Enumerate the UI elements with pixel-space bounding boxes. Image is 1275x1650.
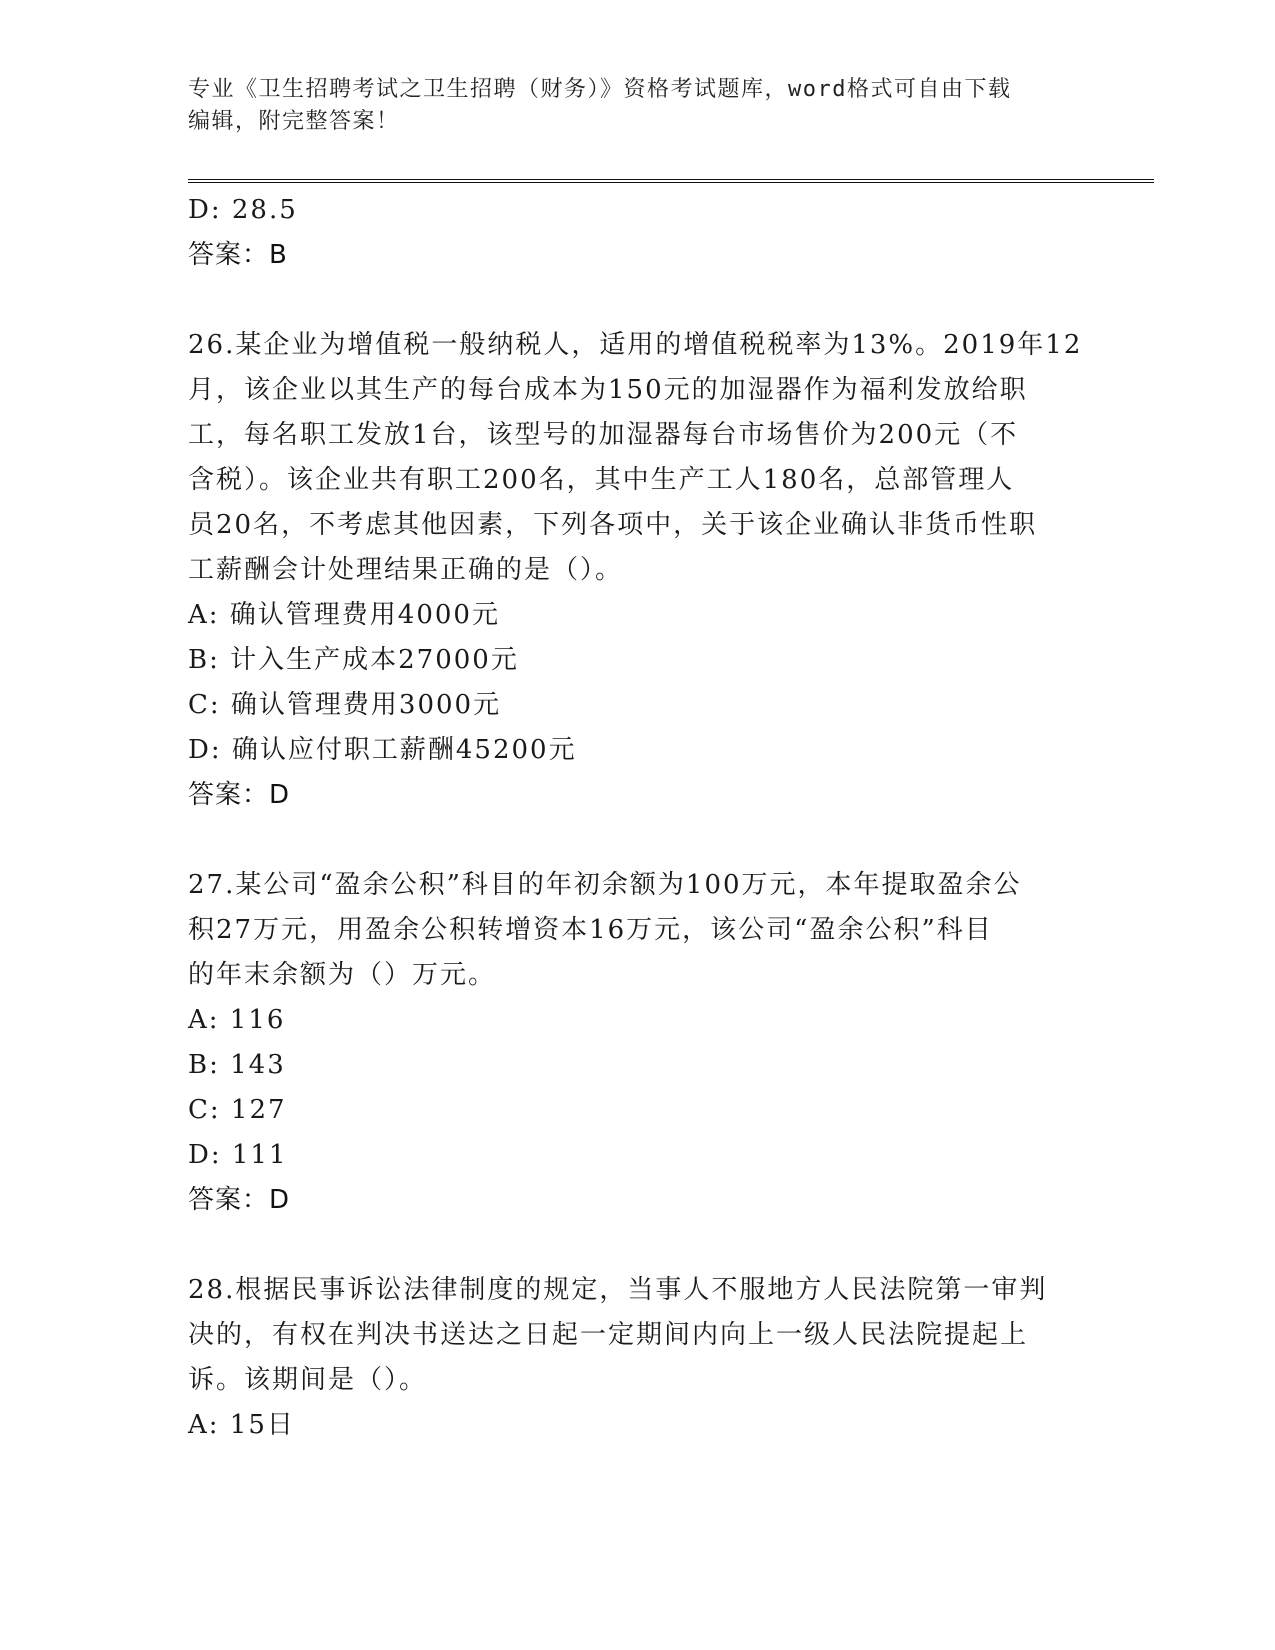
question-line: 28.根据民事诉讼法律制度的规定，当事人不服地方人民法院第一审判 [188,1275,1048,1305]
header-divider [188,179,1154,183]
option-d: D: 28.5 [188,195,298,225]
option-a: A: 15日 [188,1410,295,1440]
question-26 [188,323,1088,818]
question-line: 工，每名职工发放1台，该型号的加湿器每台市场售价为200元（不 [188,420,1019,450]
document-body [188,188,1088,1448]
option-b: B: 计入生产成本27000元 [188,645,519,675]
question-line: 月，该企业以其生产的每台成本为150元的加湿器作为福利发放给职 [188,375,1028,405]
question-line: 积27万元，用盈余公积转增资本16万元，该公司“盈余公积”科目 [188,915,993,945]
question-text [188,1268,1088,1403]
option-d: D: 确认应付职工薪酬45200元 [188,735,577,765]
answer-label: 答案：D [188,780,291,810]
question-line: 27.某公司“盈余公积”科目的年初余额为100万元，本年提取盈余公 [188,870,1022,900]
answer-label: 答案：D [188,1185,291,1215]
document-header [188,74,1068,138]
option-c: C: 127 [188,1095,287,1125]
question-line: 员20名，不考虑其他因素，下列各项中，关于该企业确认非货币性职 [188,510,1038,540]
question-line: 决的，有权在判决书送达之日起一定期间内向上一级人民法院提起上 [188,1320,1029,1350]
option-a: A: 116 [188,1005,286,1035]
answer-label: 答案：B [188,240,288,270]
question-line: 的年末余额为（）万元。 [188,960,497,990]
question-text [188,323,1088,593]
question-line: 工薪酬会计处理结果正确的是（）。 [188,555,624,585]
question-27 [188,863,1088,1223]
option-a: A: 确认管理费用4000元 [188,600,500,630]
option-d: D: 111 [188,1140,288,1170]
option-c: C: 确认管理费用3000元 [188,690,502,720]
question-line: 26.某企业为增值税一般纳税人，适用的增值税税率为13%。2019年12 [188,330,1083,360]
question-line: 诉。该期间是（）。 [188,1365,428,1395]
header-line-2: 编辑，附完整答案！ [188,109,400,134]
option-b: B: 143 [188,1050,286,1080]
question-text [188,863,1088,998]
question-28 [188,1268,1088,1448]
question-line: 含税）。该企业共有职工200名，其中生产工人180名，总部管理人 [188,465,1015,495]
header-line-1: 专业《卫生招聘考试之卫生招聘（财务）》资格考试题库，word格式可自由下载 [188,77,1012,102]
